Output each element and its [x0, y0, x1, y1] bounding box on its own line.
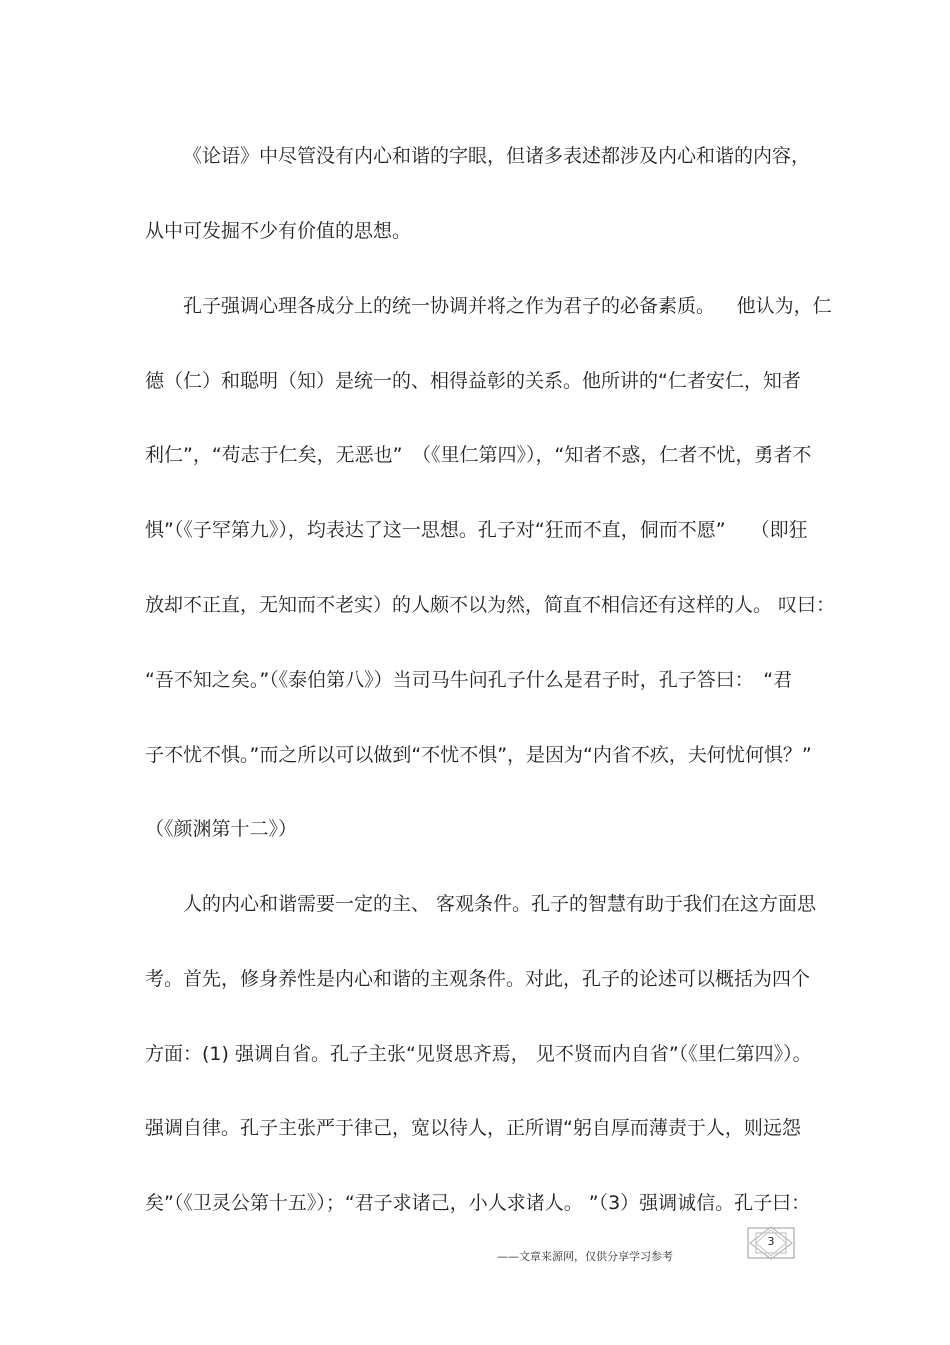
text-line: 《论语》中尽管没有内心和谐的字眼，但诸多表述都涉及内心和谐的内容， — [183, 145, 811, 167]
text-line: （《颜渊第十二》） — [145, 818, 298, 840]
text-line: 子不忧不惧。”而之所以可以做到“不忧不惧”，是因为“内省不疚，夫何忧何惧？” — [145, 744, 812, 766]
text-line: 方面：(1) 强调自省。孔子主张“见贤思齐焉， 见不贤而内自省”（《里仁第四》）。 — [145, 1043, 812, 1065]
text-line: 放却不正直，无知而不老实）的人颇不以为然，简直不相信还有这样的人。 叹曰： — [145, 594, 836, 616]
source-note: ——文章来源网，仅供分享学习参考 — [497, 1250, 673, 1263]
text-line: 从中可发掘不少有价值的思想。 — [145, 220, 412, 242]
page-number: 3 — [767, 1235, 775, 1248]
text-line: 人的内心和谐需要一定的主、 客观条件。孔子的智慧有助于我们在这方面思 — [183, 893, 817, 915]
text-line: “吾不知之矣。”（《泰伯第八》）当司马牛问孔子什么是君子时，孔子答曰： “君 — [145, 669, 793, 691]
text-line: 矣”（《卫灵公第十五》）；“君子求诸己，小人求诸人。 ”（3）强调诚信。孔子曰： — [145, 1192, 811, 1214]
text-line: 惧”（《子罕第九》），均表达了这一思想。孔子对“狂而不直，侗而不愿” （即狂 — [145, 519, 808, 541]
text-line: 考。首先，修身养性是内心和谐的主观条件。对此，孔子的论述可以概括为四个 — [145, 968, 811, 990]
text-line: 德（仁）和聪明（知）是统一的、相得益彰的关系。他所讲的“仁者安仁，知者 — [145, 370, 801, 392]
text-line: 利仁”，“苟志于仁矣，无恶也” （《里仁第四》），“知者不惑，仁者不忧，勇者不 — [145, 444, 812, 466]
text-line: 孔子强调心理各成分上的统一协调并将之作为君子的必备素质。 他认为，仁 — [183, 295, 832, 317]
text-line: 强调自律。孔子主张严于律己，宽以待人，正所谓“躬自厚而薄责于人，则远怨 — [145, 1117, 801, 1139]
page-number-badge — [746, 1226, 796, 1260]
